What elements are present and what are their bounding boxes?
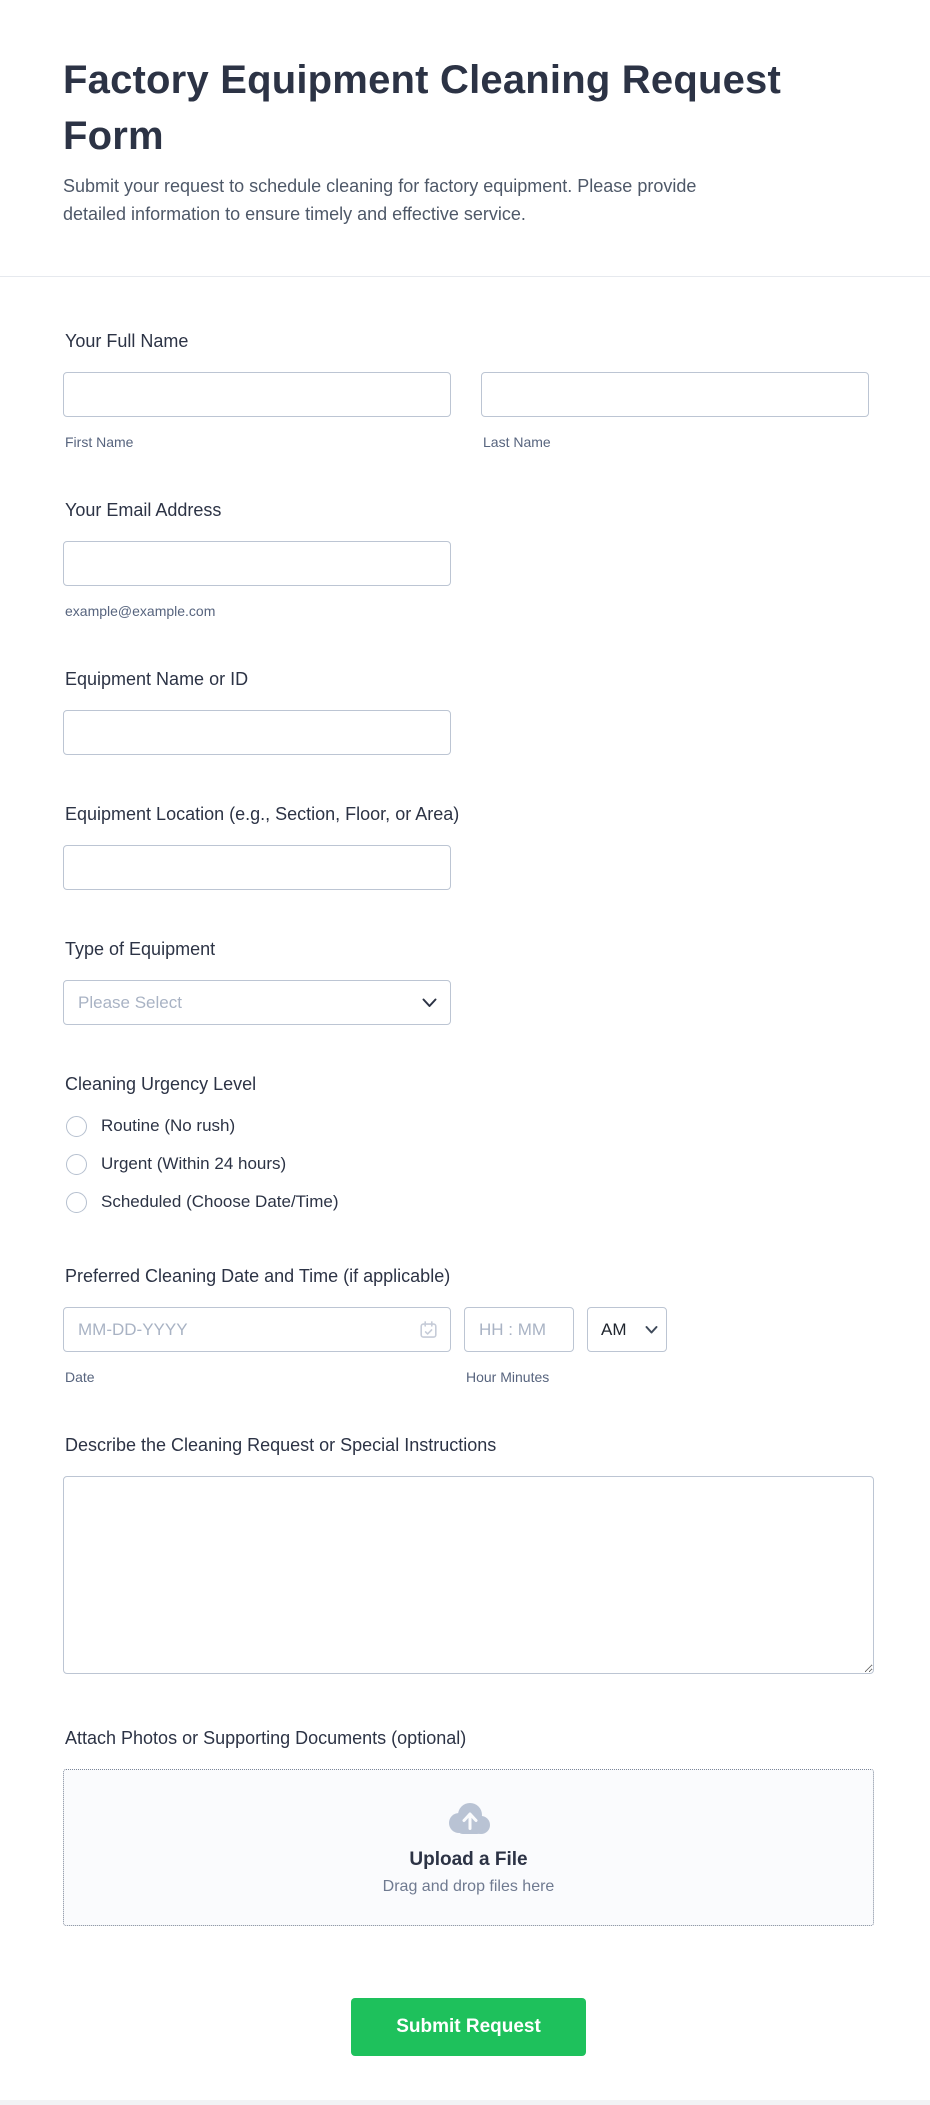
file-upload-dropzone[interactable] [63, 1769, 874, 1926]
equipment-name-input[interactable] [63, 710, 451, 755]
email-label: Your Email Address [65, 500, 222, 520]
description-textarea[interactable] [63, 1476, 874, 1674]
description-label: Describe the Cleaning Request or Special Instructions [65, 1435, 497, 1455]
equipment-type-label: Type of Equipment [65, 939, 216, 959]
form-header [0, 0, 930, 228]
first-name-input[interactable] [63, 372, 451, 417]
time-sublabel: Hour Minutes [466, 1369, 550, 1385]
question-equipment-location [63, 803, 874, 890]
email-sublabel: example@example.com [65, 603, 216, 619]
question-description [63, 1434, 874, 1679]
question-email [63, 499, 874, 620]
radio-icon[interactable] [66, 1154, 87, 1175]
question-equipment-name [63, 668, 874, 755]
page-subtitle: Submit your request to schedule cleaning for factory equipment. Please provide detailed information to ensure timely and effective service. [63, 176, 697, 224]
equipment-location-label: Equipment Location (e.g., Section, Floor, or Area) [65, 804, 460, 824]
submit-row [63, 1998, 874, 2056]
email-input[interactable] [63, 541, 451, 586]
date-input[interactable] [63, 1307, 451, 1352]
radio-icon[interactable] [66, 1116, 87, 1137]
first-name-sublabel: First Name [65, 434, 134, 450]
attachments-label: Attach Photos or Supporting Documents (optional) [65, 1728, 467, 1748]
datetime-label: Preferred Cleaning Date and Time (if applicable) [65, 1266, 451, 1286]
question-urgency [63, 1073, 874, 1213]
question-attachments [63, 1727, 874, 1926]
radio-icon[interactable] [66, 1192, 87, 1213]
question-equipment-type [63, 938, 874, 1025]
time-input[interactable] [464, 1307, 574, 1352]
page-title: Factory Equipment Cleaning Request Form [63, 58, 782, 158]
full-name-label: Your Full Name [65, 331, 189, 351]
question-full-name [63, 330, 874, 451]
cloud-upload-icon [444, 1800, 494, 1836]
urgency-option-routine[interactable]: Routine (No rush) [63, 1115, 874, 1137]
submit-button[interactable]: Submit Request [351, 1998, 586, 2056]
last-name-sublabel: Last Name [483, 434, 551, 450]
equipment-type-select[interactable] [63, 980, 451, 1025]
upload-hint: Drag and drop files here [382, 1877, 555, 1895]
ampm-select[interactable] [587, 1307, 667, 1352]
form-body [0, 277, 930, 2056]
last-name-input[interactable] [481, 372, 869, 417]
equipment-location-input[interactable] [63, 845, 451, 890]
urgency-option-scheduled[interactable]: Scheduled (Choose Date/Time) [63, 1191, 874, 1213]
question-datetime [63, 1265, 874, 1386]
date-sublabel: Date [65, 1369, 95, 1385]
urgency-option-urgent[interactable]: Urgent (Within 24 hours) [63, 1153, 874, 1175]
urgency-label: Cleaning Urgency Level [65, 1074, 257, 1094]
page-bottom-strip [0, 2100, 930, 2105]
equipment-name-label: Equipment Name or ID [65, 669, 249, 689]
upload-title: Upload a File [409, 1848, 528, 1870]
